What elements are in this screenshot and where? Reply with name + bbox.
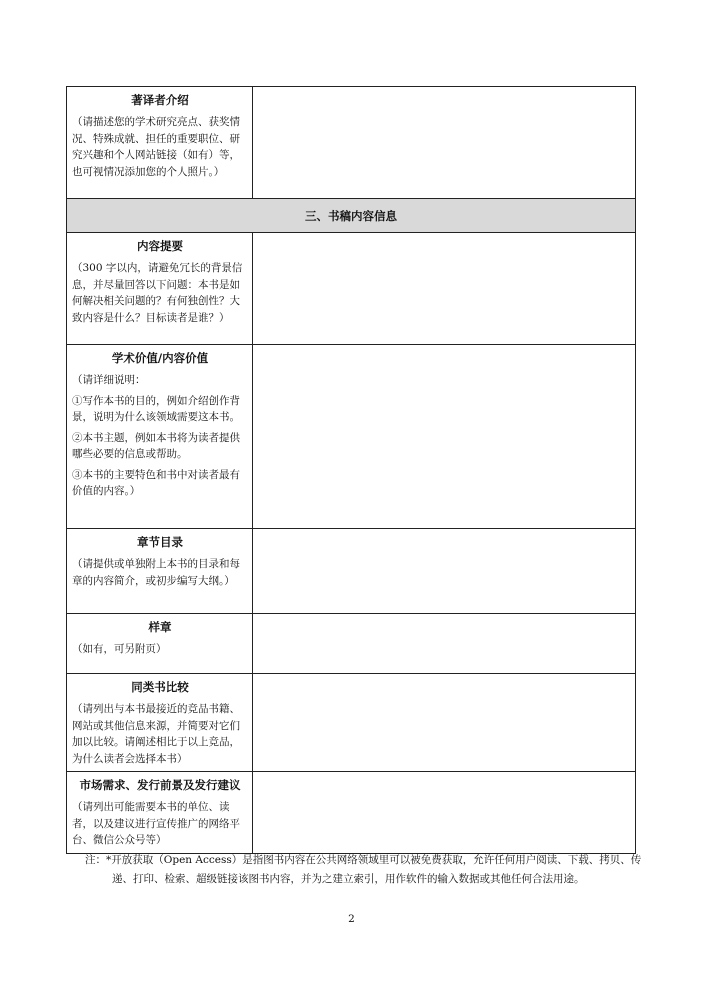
author-intro-label-cell: [67, 87, 253, 199]
table-row: [67, 674, 636, 772]
table-row: [67, 614, 636, 674]
toc-input-cell[interactable]: [253, 529, 636, 614]
row-title: 同类书比较: [131, 680, 189, 694]
row-description: （请描述您的学术研究亮点、获奖情况、特殊成就、担任的重要职位、研究兴趣和个人网站链接（如有）等，也可视情况添加您的个人照片。）: [72, 116, 240, 178]
comparison-label-cell: [67, 674, 253, 772]
section-banner-row: [67, 199, 636, 233]
row-title: 内容提要: [137, 239, 183, 253]
market-input-cell[interactable]: [253, 772, 636, 854]
comparison-input-cell[interactable]: [253, 674, 636, 772]
row-description: （300 字以内，请避免冗长的背景信息，并尽量回答以下问题：本书是如何解决相关问题的？有何独创性？大致内容是什么？目标读者是谁？）: [72, 262, 243, 324]
author-intro-input-cell[interactable]: [253, 87, 636, 199]
summary-label-cell: [67, 233, 253, 345]
row-description: ③本书的主要特色和书中对读者最有价值的内容。）: [72, 468, 240, 497]
market-label-cell: [67, 772, 253, 854]
row-description: （请提供或单独附上本书的目录和每章的内容简介，或初步编写大纲。）: [72, 558, 240, 587]
row-title: 学术价值/内容价值: [111, 351, 209, 365]
sample-chapter-input-cell[interactable]: [253, 614, 636, 674]
row-title: 章节目录: [137, 535, 183, 549]
row-description: （请列出与本书最接近的竞品书籍、网站或其他信息来源，并简要对它们加以比较。请阐述相比于以上竞品，为什么读者会选择本书）: [72, 703, 240, 765]
row-description: （如有，可另附页）: [72, 643, 167, 655]
row-description: ②本书主题，例如本书将为读者提供哪些必要的信息或帮助。: [72, 431, 240, 460]
row-description: ①写作本书的目的，例如介绍创作背景，说明为什么该领域需要这本书。: [72, 394, 240, 423]
value-label-cell: [67, 345, 253, 529]
row-title: 市场需求、发行前景及发行建议: [79, 778, 241, 792]
summary-input-cell[interactable]: [253, 233, 636, 345]
table-row: [67, 87, 636, 199]
table-row: [67, 345, 636, 529]
page-number: 2: [348, 913, 355, 925]
table-row: [67, 529, 636, 614]
row-title: 著译者介绍: [131, 93, 189, 107]
footnote-text: 注：*开放获取（Open Access）是指图书内容在公共网络领域里可以被免费获取，允许任何用户阅读、下载、拷贝、传递、打印、检索、超级链接该图书内容，并为之建立索引，用作软件的输入数据或其他任何合法用途。: [85, 854, 642, 885]
table-row: [67, 233, 636, 345]
value-input-cell[interactable]: [253, 345, 636, 529]
row-description: （请列出可能需要本书的单位、读者，以及建议进行宣传推广的网络平台、微信公众号等）: [72, 801, 240, 846]
row-description: （请详细说明：: [72, 374, 146, 386]
table-row: [67, 772, 636, 854]
section-title: 三、书稿内容信息: [67, 199, 636, 233]
row-title: 样章: [148, 620, 172, 634]
footnote: [85, 851, 645, 889]
sample-chapter-label-cell: [67, 614, 253, 674]
toc-label-cell: [67, 529, 253, 614]
book-proposal-form: [66, 86, 636, 854]
